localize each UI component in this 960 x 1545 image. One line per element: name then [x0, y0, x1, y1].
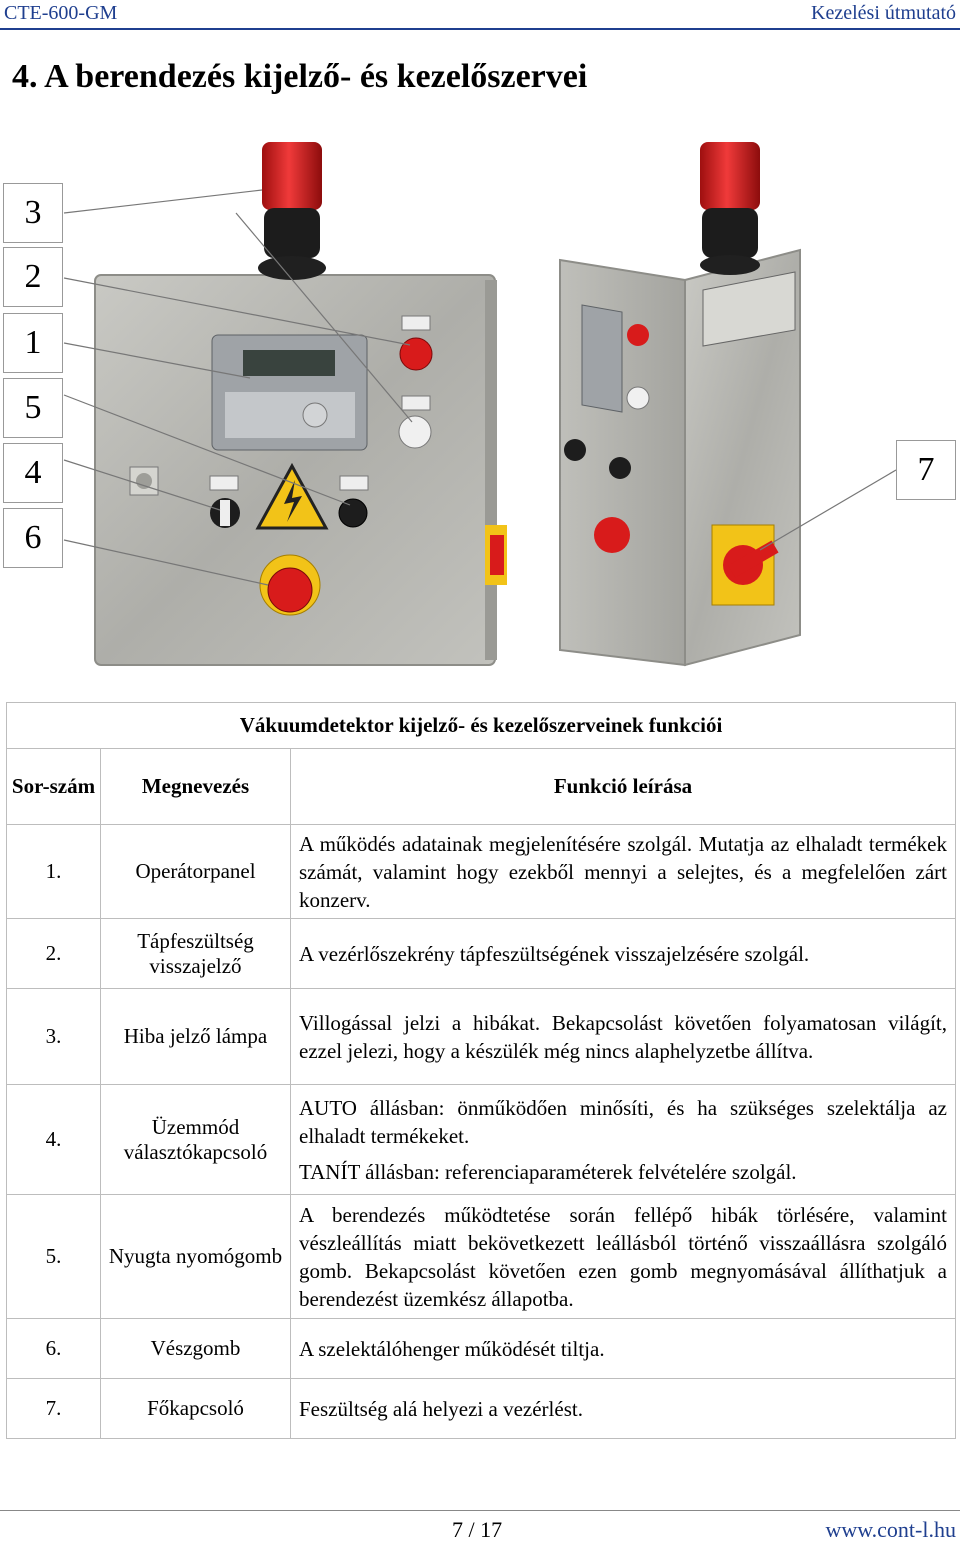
callout-1: 1 [3, 313, 63, 373]
page-footer [0, 1510, 960, 1545]
row-name: Hiba jelző lámpa [101, 989, 291, 1085]
row-desc: AUTO állásban: önműködően minősíti, és ha szükséges szelektálja az elhaladt termékeket. TANÍT állásban: referenciaparaméterek felvételére szolgál. [291, 1085, 956, 1195]
power-indicator-icon [400, 338, 432, 370]
col-header-number: Sor-szám [7, 749, 101, 825]
table-row [7, 1195, 956, 1319]
table-row [7, 1085, 956, 1195]
row-desc: A berendezés működtetése során fellépő hibák törlésére, valamint vészleállítás miatt bekövetkezett leállásból történő visszaállásra szolgáló gomb. Bekapcsolást követően ezen gomb megnyomásával állíthatjuk a berendezést üzemkész állapotba. [291, 1195, 956, 1319]
callout-2: 2 [3, 247, 63, 307]
row-name: Nyugta nyomógomb [101, 1195, 291, 1319]
row-desc: Villogással jelzi a hibákat. Bekapcsolást követően folyamatosan világít, ezzel jelezi, hogy a készülék még nincs alaphelyzetbe állítva. [291, 989, 956, 1085]
callout-6: 6 [3, 508, 63, 568]
doc-code: CTE-600-GM [4, 2, 118, 24]
error-lamp-icon [262, 142, 322, 210]
table-row [7, 1379, 956, 1439]
row-name: Főkapcsoló [101, 1379, 291, 1439]
table-row [7, 989, 956, 1085]
left-cabinet [95, 142, 507, 665]
row-number: 2. [7, 919, 101, 989]
section-title: 4. A berendezés kijelző- és kezelőszervei [12, 58, 588, 95]
cabinet-photo [0, 130, 960, 675]
row-number: 7. [7, 1379, 101, 1439]
function-table [6, 702, 956, 1439]
row-name: Vészgomb [101, 1319, 291, 1379]
col-header-desc: Funkció leírása [291, 749, 956, 825]
row-number: 1. [7, 825, 101, 919]
row-name: Üzemmód választókapcsoló [101, 1085, 291, 1195]
table-caption: Vákuumdetektor kijelző- és kezelőszerveinek funkciói [7, 703, 956, 749]
callout-3: 3 [3, 183, 63, 243]
row-desc: A vezérlőszekrény tápfeszültségének visszajelzésére szolgál. [291, 919, 956, 989]
col-header-name: Megnevezés [101, 749, 291, 825]
website-link[interactable]: www.cont-l.hu [825, 1517, 956, 1542]
page-header [0, 0, 960, 30]
row-desc: A szelektálóhenger működését tiltja. [291, 1319, 956, 1379]
table-row [7, 919, 956, 989]
table-row [7, 1319, 956, 1379]
row-name: Tápfeszültség visszajelző [101, 919, 291, 989]
page-number: 7 / 17 [452, 1517, 503, 1542]
doc-type: Kezelési útmutató [811, 2, 956, 24]
row-desc: A működés adatainak megjelenítésére szolgál. Mutatja az elhaladt termékek számát, valamint hogy ezekből mennyi a selejtes, és a megfelelően zárt konzerv. [291, 825, 956, 919]
row-number: 6. [7, 1319, 101, 1379]
right-cabinet [560, 142, 800, 665]
row-number: 3. [7, 989, 101, 1085]
ack-button-icon [399, 416, 431, 448]
callout-4: 4 [3, 443, 63, 503]
callout-5: 5 [3, 378, 63, 438]
row-name: Operátorpanel [101, 825, 291, 919]
row-desc: Feszültség alá helyezi a vezérlést. [291, 1379, 956, 1439]
row-number: 5. [7, 1195, 101, 1319]
table-row [7, 825, 956, 919]
callout-7: 7 [896, 440, 956, 500]
row-number: 4. [7, 1085, 101, 1195]
